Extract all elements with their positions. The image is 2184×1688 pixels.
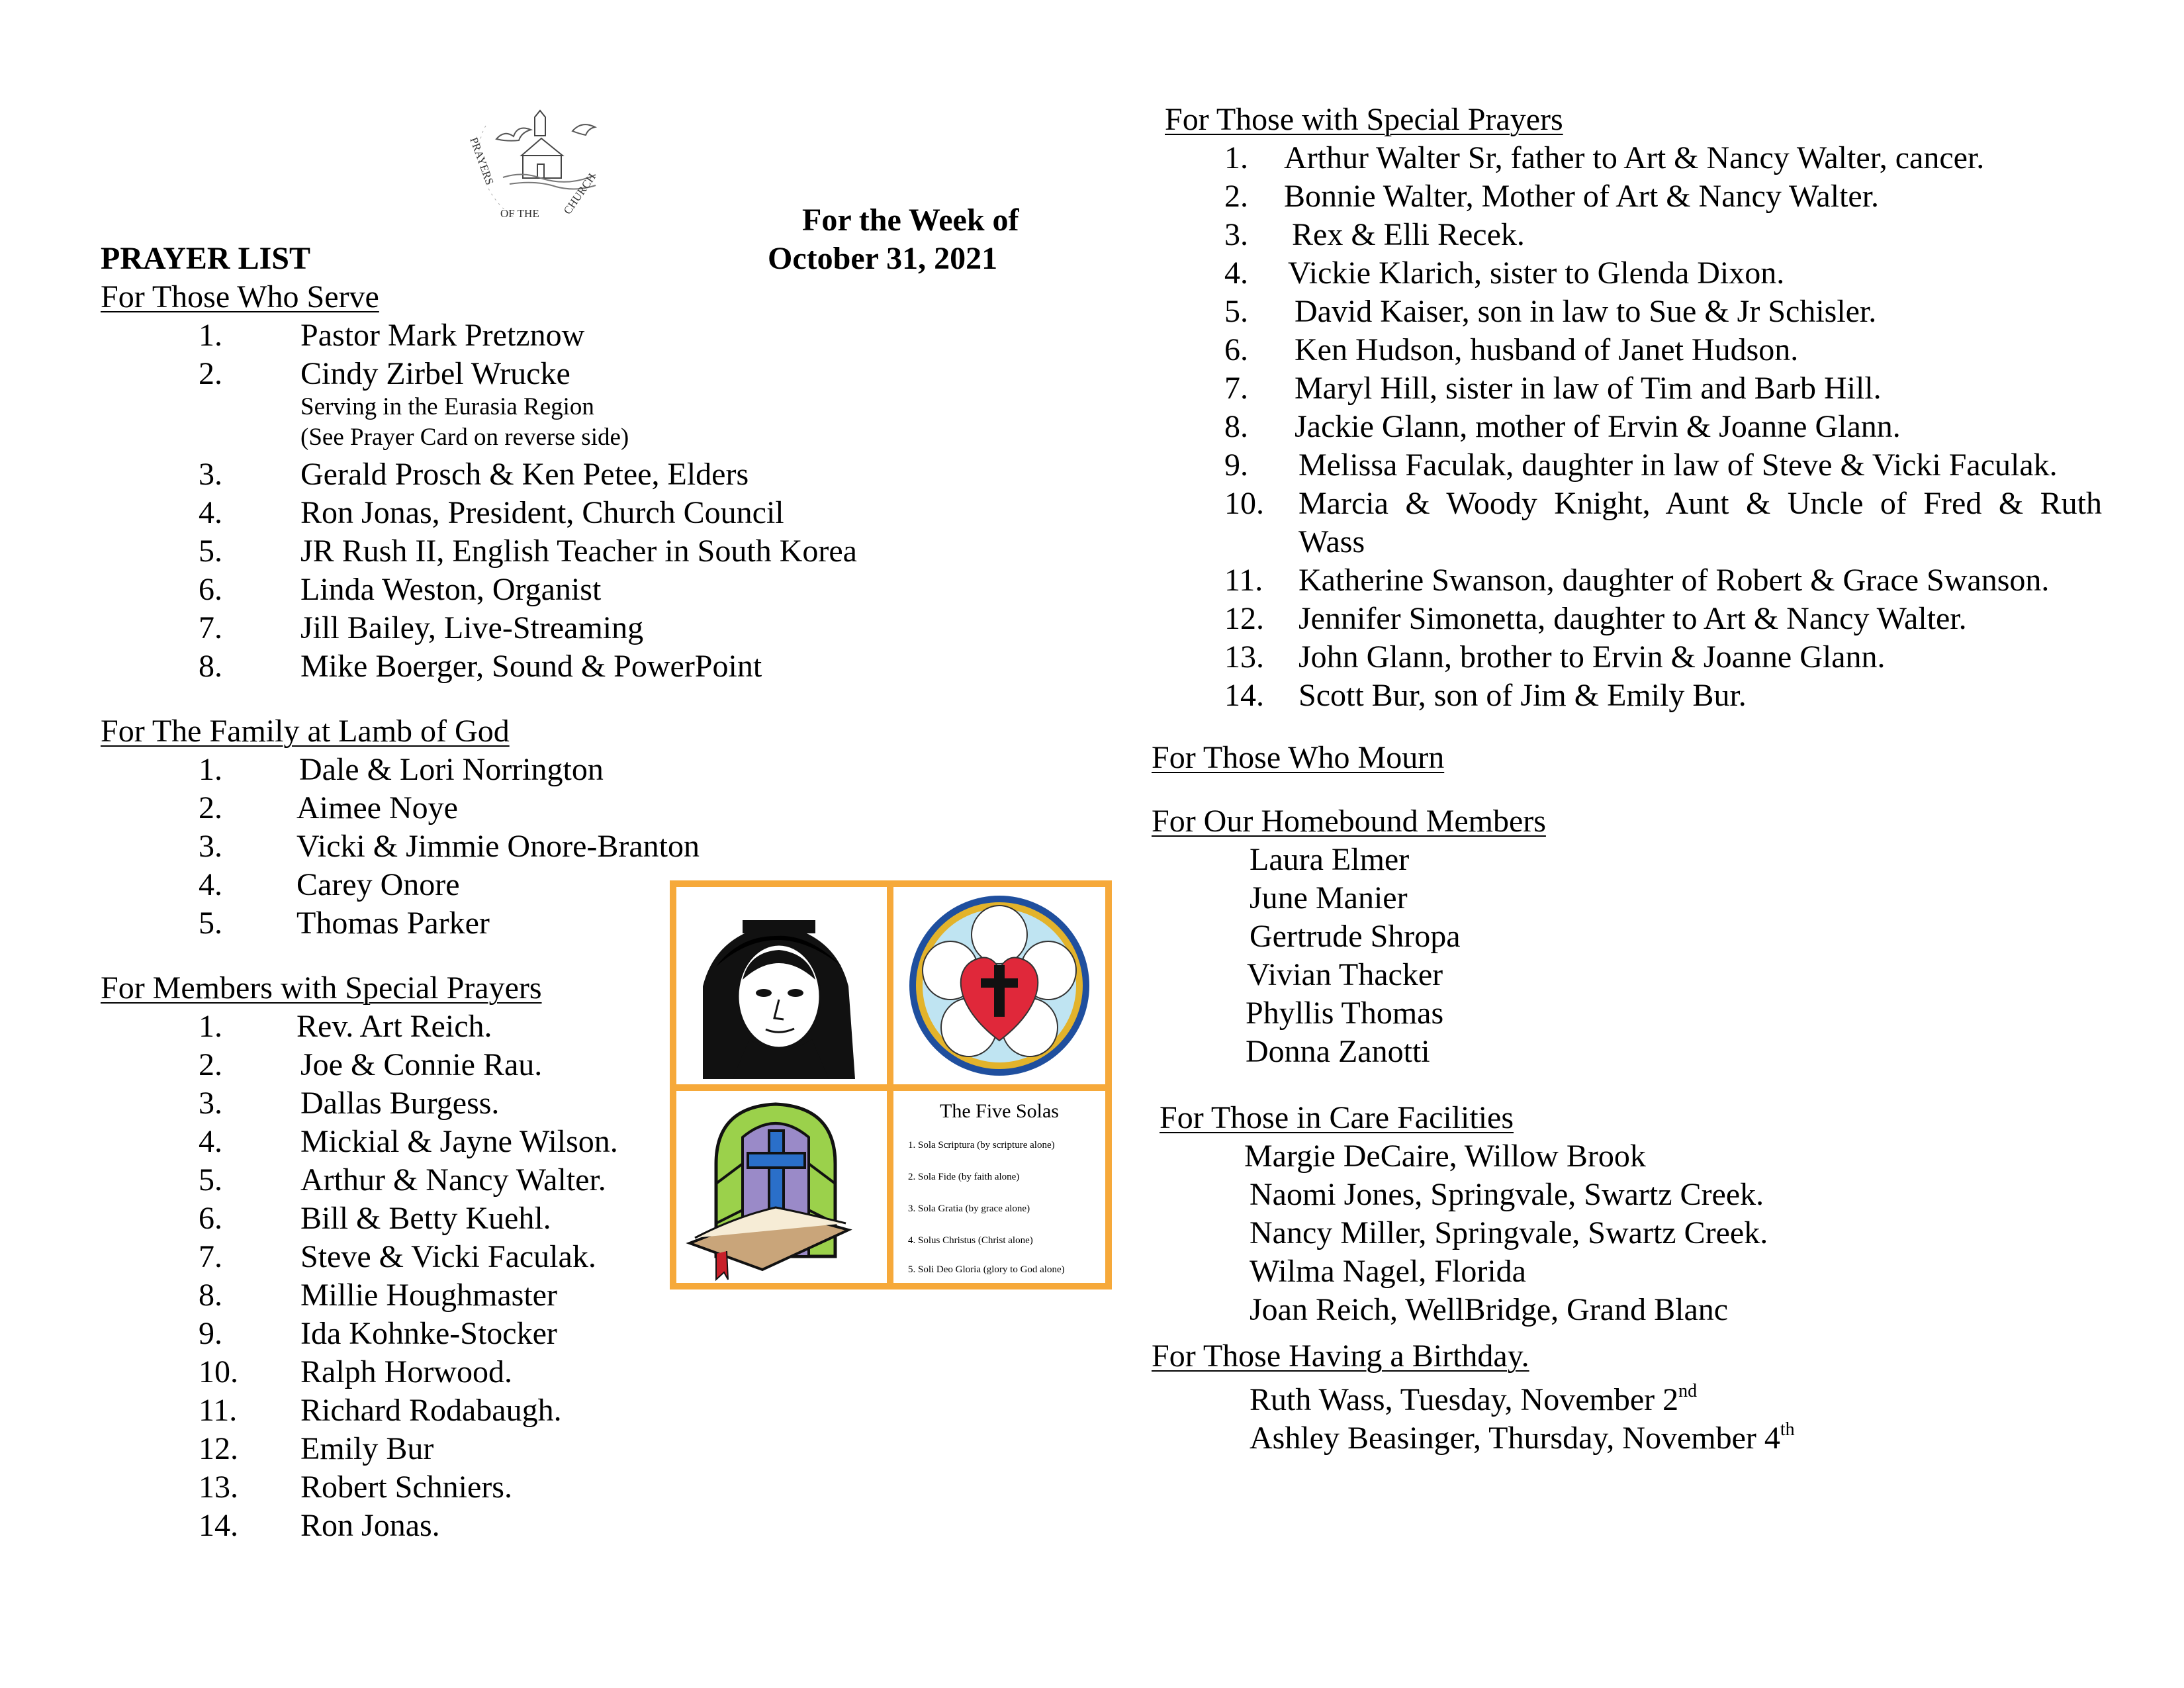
list-item: Vivian Thacker bbox=[1247, 957, 1443, 992]
list-item: 8. Jackie Glann, mother of Ervin & Joanne Glann. bbox=[1224, 409, 1901, 444]
luther-rose-icon bbox=[893, 887, 1105, 1084]
birthday-list bbox=[1250, 1381, 1795, 1458]
care-heading: For Those in Care Facilities bbox=[1160, 1100, 1514, 1135]
list-item: 13. Robert Schniers. bbox=[199, 1470, 512, 1505]
list-item: 5. JR Rush II, English Teacher in South Korea bbox=[199, 534, 857, 569]
list-item: 4. Vickie Klarich, sister to Glenda Dixon. bbox=[1224, 256, 1785, 291]
list-item: 11. Katherine Swanson, daughter of Robert & Grace Swanson. bbox=[1224, 563, 2050, 598]
care-list bbox=[1244, 1137, 1768, 1329]
list-item: Ashley Beasinger, Thursday, November 4th bbox=[1250, 1419, 1795, 1456]
list-item: Nancy Miller, Springvale, Swartz Creek. bbox=[1250, 1215, 1768, 1250]
list-item: 2. Cindy Zirbel Wrucke bbox=[199, 356, 570, 391]
serve-note-card: (See Prayer Card on reverse side) bbox=[300, 424, 629, 451]
list-item: 2. Bonnie Walter, Mother of Art & Nancy Walter. bbox=[1224, 179, 1880, 214]
serve-list-continued bbox=[199, 455, 927, 686]
list-item: 12. Jennifer Simonetta, daughter to Art & Nancy Walter. bbox=[1224, 601, 1967, 636]
birthday-heading: For Those Having a Birthday. bbox=[1152, 1338, 1529, 1374]
svg-text:CHURCH: CHURCH bbox=[561, 171, 598, 217]
five-solas-cell bbox=[893, 1091, 1105, 1283]
list-item: 3. Gerald Prosch & Ken Petee, Elders bbox=[199, 457, 749, 492]
solas-item: 1. Sola Scriptura (by scripture alone) bbox=[908, 1140, 1055, 1150]
homebound-heading: For Our Homebound Members bbox=[1152, 804, 1546, 839]
list-item: 14. Scott Bur, son of Jim & Emily Bur. bbox=[1224, 678, 1747, 713]
page-title: PRAYER LIST bbox=[101, 241, 310, 276]
list-item: 2. Aimee Noye bbox=[199, 790, 458, 825]
list-item: 2. Joe & Connie Rau. bbox=[199, 1047, 543, 1082]
solas-item: 5. Soli Deo Gloria (glory to God alone) bbox=[908, 1264, 1065, 1275]
list-item: 1. Dale & Lori Norrington bbox=[199, 752, 604, 787]
list-item: Joan Reich, WellBridge, Grand Blanc bbox=[1250, 1292, 1729, 1327]
homebound-list bbox=[1246, 841, 1461, 1071]
luther-rose-cell bbox=[893, 887, 1105, 1084]
serve-heading: For Those Who Serve bbox=[101, 279, 379, 314]
list-item: 11. Richard Rodabaugh. bbox=[199, 1393, 562, 1428]
special-list bbox=[1224, 139, 2111, 715]
list-item: June Manier bbox=[1250, 880, 1408, 915]
family-list bbox=[199, 751, 728, 943]
list-item: 6. Bill & Betty Kuehl. bbox=[199, 1201, 551, 1236]
list-item: Donna Zanotti bbox=[1246, 1034, 1430, 1069]
solas-title: The Five Solas bbox=[940, 1100, 1059, 1122]
church-logo bbox=[457, 99, 655, 232]
list-item: 1. Pastor Mark Pretznow bbox=[199, 318, 585, 353]
mourn-heading: For Those Who Mourn bbox=[1152, 740, 1445, 775]
list-item: 10. Marcia & Woody Knight, Aunt & Uncle of Fred & Ruth bbox=[1224, 486, 2102, 521]
list-item: Wilma Nagel, Florida bbox=[1250, 1254, 1526, 1289]
list-item: 7. Jill Bailey, Live-Streaming bbox=[199, 610, 644, 645]
list-item: Wass bbox=[1298, 524, 1365, 559]
members-heading: For Members with Special Prayers bbox=[101, 970, 542, 1006]
list-item: 3. Rex & Elli Recek. bbox=[1224, 217, 1525, 252]
list-item: Phyllis Thomas bbox=[1246, 996, 1444, 1031]
portrait-icon bbox=[676, 887, 887, 1084]
bible-window-icon bbox=[676, 1091, 887, 1283]
solas-item: 4. Solus Christus (Christ alone) bbox=[908, 1235, 1033, 1246]
list-item: 4. Mickial & Jayne Wilson. bbox=[199, 1124, 618, 1159]
list-item: 1. Arthur Walter Sr, father to Art & Nancy Walter, cancer. bbox=[1224, 140, 1985, 175]
list-item: 9. Melissa Faculak, daughter in law of Steve & Vicki Faculak. bbox=[1224, 447, 2058, 483]
list-item: Margie DeCaire, Willow Brook bbox=[1244, 1139, 1646, 1174]
list-item: 9. Ida Kohnke-Stocker bbox=[199, 1316, 557, 1351]
list-item: 3. Vicki & Jimmie Onore-Branton bbox=[199, 829, 700, 864]
portrait-cell bbox=[676, 887, 887, 1084]
serve-list bbox=[199, 316, 927, 393]
list-item: 13. John Glann, brother to Ervin & Joanne Glann. bbox=[1224, 639, 1886, 675]
list-item: 5. David Kaiser, son in law to Sue & Jr Schisler. bbox=[1224, 294, 1877, 329]
list-item: 7. Maryl Hill, sister in law of Tim and Barb Hill. bbox=[1224, 371, 1882, 406]
list-item: Naomi Jones, Springvale, Swartz Creek. bbox=[1250, 1177, 1764, 1212]
list-item: Laura Elmer bbox=[1250, 842, 1410, 877]
illustration-panel bbox=[670, 880, 1112, 1289]
family-heading: For The Family at Lamb of God bbox=[101, 714, 510, 749]
week-of-label: For the Week of bbox=[802, 203, 1019, 238]
members-list bbox=[199, 1008, 662, 1545]
list-item: 4. Carey Onore bbox=[199, 867, 460, 902]
special-heading: For Those with Special Prayers bbox=[1165, 102, 1563, 137]
list-item: Gertrude Shropa bbox=[1250, 919, 1461, 954]
list-item: 8. Millie Houghmaster bbox=[199, 1278, 557, 1313]
list-item: 12. Emily Bur bbox=[199, 1431, 434, 1466]
list-item: 5. Thomas Parker bbox=[199, 906, 490, 941]
svg-text:OF THE: OF THE bbox=[500, 207, 539, 220]
list-item: 10. Ralph Horwood. bbox=[199, 1354, 512, 1389]
church-logo-icon bbox=[457, 99, 655, 232]
list-item: 5. Arthur & Nancy Walter. bbox=[199, 1162, 606, 1197]
list-item: 7. Steve & Vicki Faculak. bbox=[199, 1239, 596, 1274]
list-item: 3. Dallas Burgess. bbox=[199, 1086, 500, 1121]
list-item: Ruth Wass, Tuesday, November 2nd bbox=[1250, 1381, 1698, 1417]
serve-note-region: Serving in the Eurasia Region bbox=[300, 393, 594, 420]
window-bible-cell bbox=[676, 1091, 887, 1283]
svg-text:PRAYERS: PRAYERS bbox=[467, 135, 496, 187]
list-item: 4. Ron Jonas, President, Church Council bbox=[199, 495, 784, 530]
list-item: 1. Rev. Art Reich. bbox=[199, 1009, 492, 1044]
week-date: October 31, 2021 bbox=[768, 241, 998, 276]
list-item: 6. Linda Weston, Organist bbox=[199, 572, 602, 607]
list-item: 14. Ron Jonas. bbox=[199, 1508, 440, 1543]
solas-item: 2. Sola Fide (by faith alone) bbox=[908, 1172, 1020, 1182]
list-item: 8. Mike Boerger, Sound & PowerPoint bbox=[199, 649, 762, 684]
list-item: 6. Ken Hudson, husband of Janet Hudson. bbox=[1224, 332, 1799, 367]
solas-item: 3. Sola Gratia (by grace alone) bbox=[908, 1203, 1030, 1214]
